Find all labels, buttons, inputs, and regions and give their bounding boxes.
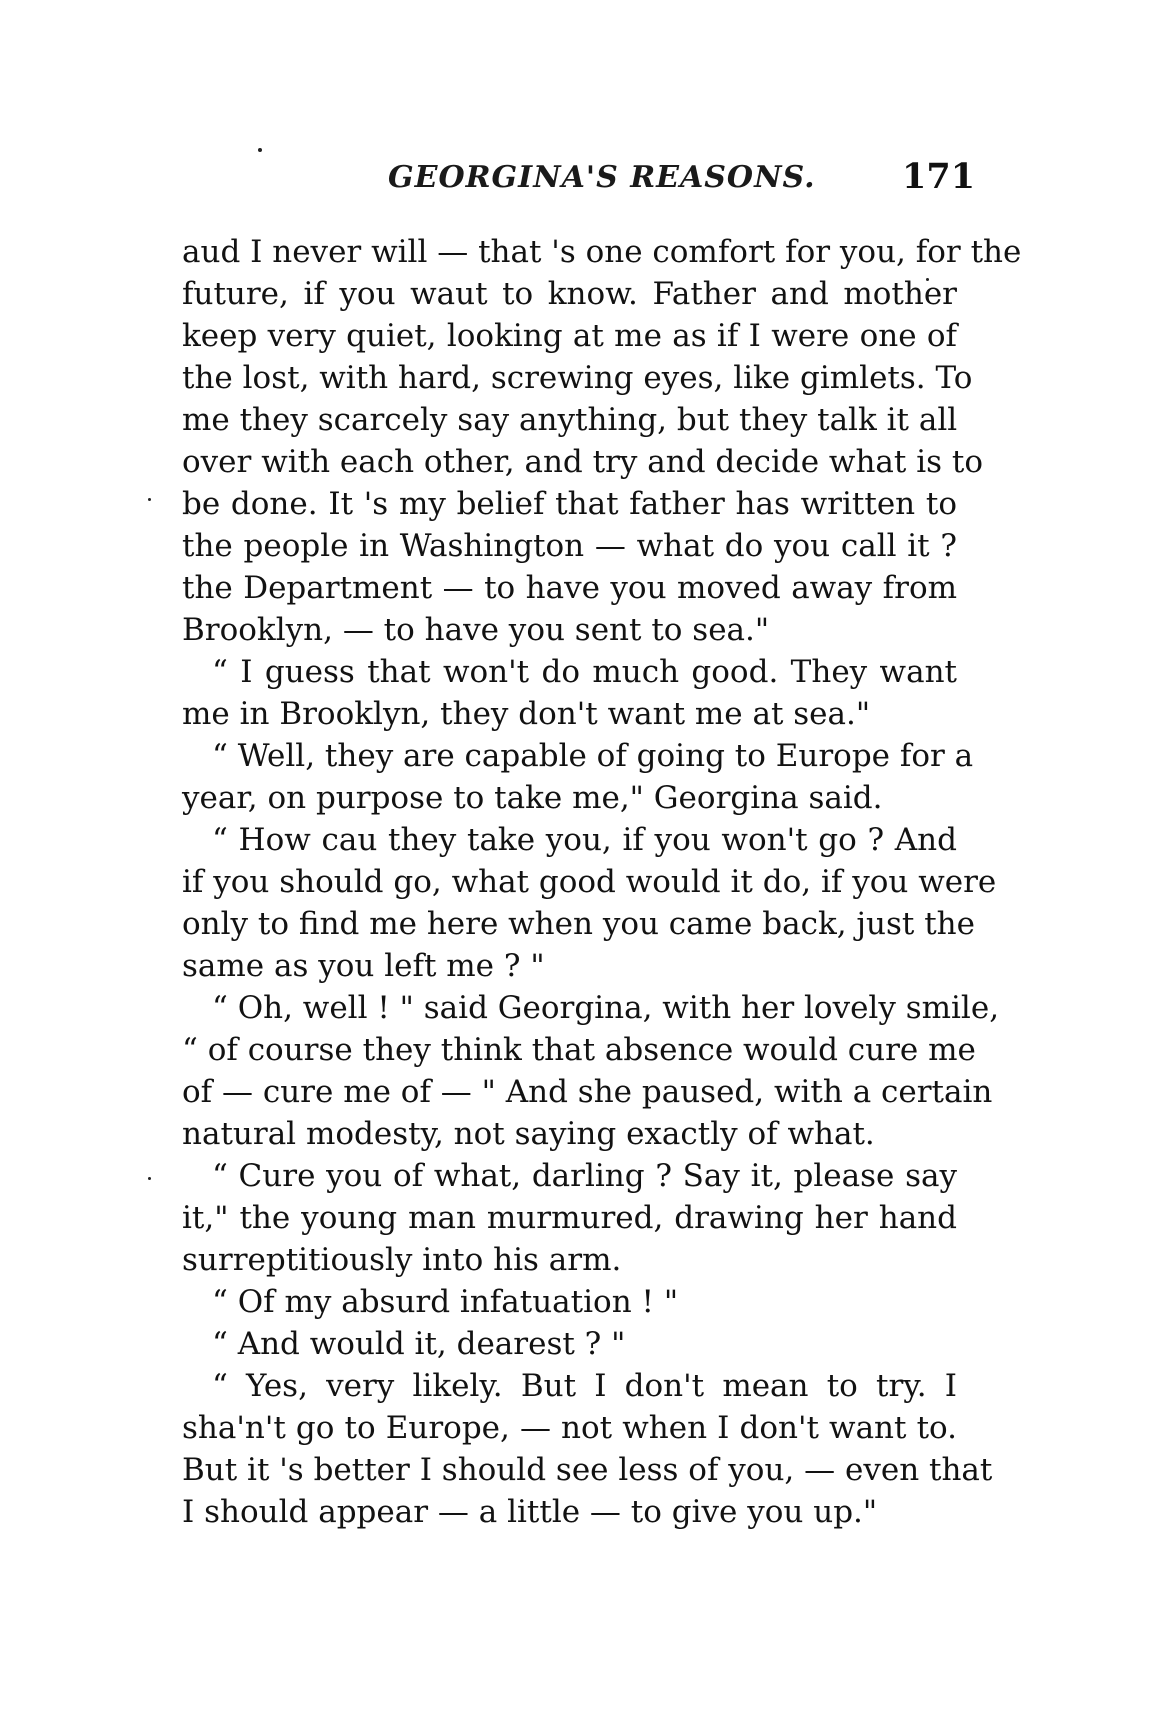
text-line: the Department — to have you moved away from	[182, 570, 957, 606]
text-line: surreptitiously into his arm.	[182, 1242, 622, 1278]
text-line: year, on purpose to take me," Georgina said.	[182, 780, 883, 816]
text-line: aud I never will — that 's one comfort for you, for the	[182, 234, 1022, 270]
text-line: “ Of my absurd infatuation ! "	[212, 1284, 679, 1320]
text-line: But it 's better I should see less of you, — even that	[182, 1452, 993, 1488]
text-line: “ Cure you of what, darling ? Say it, please say	[212, 1158, 957, 1194]
text-line: “ And would it, dearest ? "	[212, 1326, 626, 1362]
text-line: the lost, with hard, screwing eyes, like gimlets. To	[182, 360, 973, 396]
text-line: keep very quiet, looking at me as if I were one of	[182, 318, 957, 354]
text-line: me they scarcely say anything, but they talk it all	[182, 402, 958, 438]
text-line: “ How cau they take you, if you won't go ? And	[212, 822, 957, 858]
text-line: if you should go, what good would it do, if you were	[182, 864, 997, 900]
page-number: 171	[902, 156, 976, 197]
body-text	[182, 231, 1022, 1533]
text-line: future, if you waut to know. Father and mother	[182, 276, 957, 312]
text-line: natural modesty, not saying exactly of what.	[182, 1116, 875, 1152]
running-header	[0, 156, 1167, 210]
text-line: “ Well, they are capable of going to Europe for a	[212, 738, 974, 774]
text-line: of — cure me of — " And she paused, with a certain	[182, 1074, 993, 1110]
text-line: “ Oh, well ! " said Georgina, with her lovely smile,	[212, 990, 1000, 1026]
text-line: “ of course they think that absence would cure me	[182, 1032, 976, 1068]
text-line: me in Brooklyn, they don't want me at sea."	[182, 696, 871, 732]
running-title: GEORGINA'S REASONS.	[388, 160, 816, 195]
text-line: “ Yes, very likely. But I don't mean to try. I	[212, 1368, 957, 1404]
text-line: only to find me here when you came back, just the	[182, 906, 975, 942]
text-line: sha'n't go to Europe, — not when I don't want to.	[182, 1410, 957, 1446]
text-line: over with each other, and try and decide what is to	[182, 444, 984, 480]
text-line: “ I guess that won't do much good. They want	[212, 654, 957, 690]
text-line: Brooklyn, — to have you sent to sea."	[182, 612, 770, 648]
text-line: same as you left me ? "	[182, 948, 545, 984]
text-line: the people in Washington — what do you call it ?	[182, 528, 957, 564]
text-line: I should appear — a little — to give you up."	[182, 1494, 878, 1530]
text-line: be done. It 's my belief that father has written to	[182, 486, 957, 522]
text-line: it," the young man murmured, drawing her hand	[182, 1200, 957, 1236]
